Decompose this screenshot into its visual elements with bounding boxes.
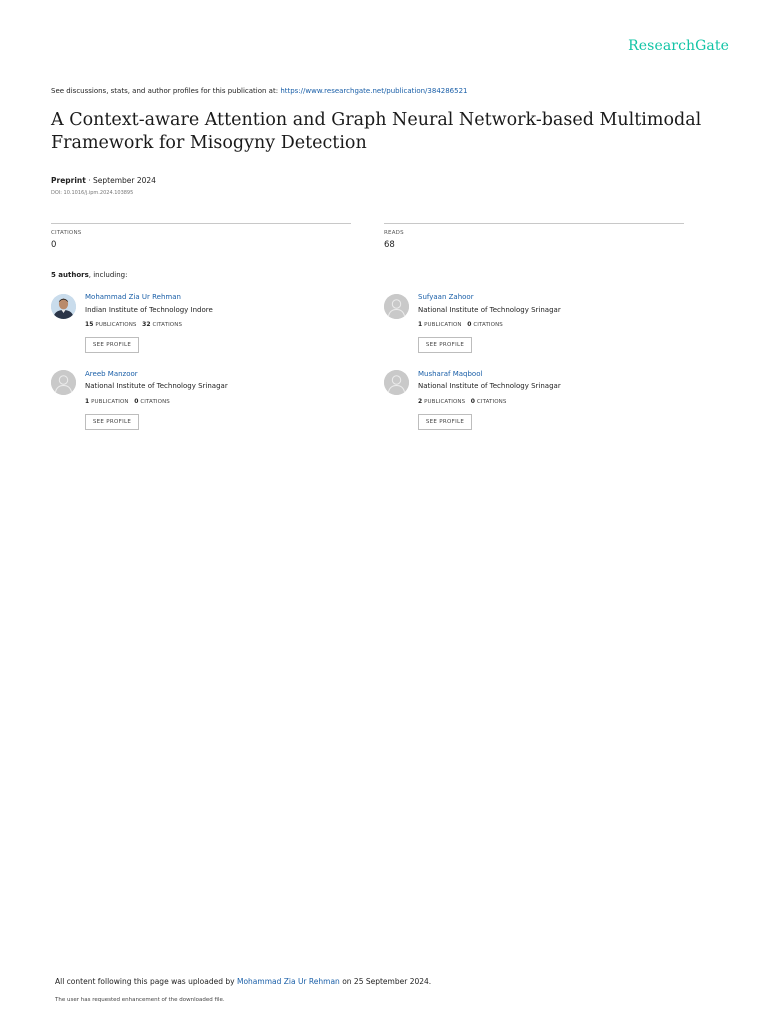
author-institution: National Institute of Technology Srinagar [418, 306, 561, 314]
author-stats [85, 398, 170, 405]
researchgate-logo[interactable]: ResearchGate [628, 38, 729, 54]
citations-label: CITATIONS [476, 399, 507, 405]
upload-prefix: All content following this page was uploaded by [55, 977, 237, 986]
author-name-link[interactable]: Sufyaan Zahoor [418, 293, 474, 301]
author-stats [418, 321, 503, 328]
person-photo-icon [51, 294, 76, 319]
citations-count: 0 [467, 321, 472, 328]
author-avatar-placeholder[interactable] [384, 294, 409, 319]
user-placeholder-icon [384, 294, 409, 319]
author-institution: Indian Institute of Technology Indore [85, 306, 213, 314]
discussion-line [51, 87, 468, 95]
upload-suffix: on 25 September 2024. [339, 977, 432, 986]
citations-value: 0 [51, 240, 57, 250]
user-placeholder-icon [384, 370, 409, 395]
author-name-link[interactable]: Mohammad Zia Ur Rehman [85, 293, 181, 301]
publications-label: PUBLICATION [424, 322, 462, 328]
reads-value: 68 [384, 240, 395, 250]
author-avatar-photo[interactable] [51, 294, 76, 319]
publication-type-line [51, 176, 156, 185]
user-placeholder-icon [51, 370, 76, 395]
authors-count: 5 authors [51, 271, 89, 279]
author-institution: National Institute of Technology Srinagar [418, 382, 561, 390]
upload-note [55, 977, 431, 986]
citations-count: 0 [470, 398, 476, 405]
authors-heading [51, 271, 127, 279]
publication-url-link[interactable]: https://www.researchgate.net/publication/384286521 [280, 87, 468, 95]
publications-count: 15 [85, 321, 94, 328]
publication-type: Preprint [51, 176, 86, 185]
author-avatar-placeholder[interactable] [384, 370, 409, 395]
publications-label: PUBLICATIONS [95, 322, 137, 328]
publications-count: 1 [85, 398, 90, 405]
publications-count: 1 [418, 321, 423, 328]
uploader-link[interactable]: Mohammad Zia Ur Rehman [236, 977, 340, 986]
reads-divider [384, 223, 684, 224]
citations-label: CITATIONS [140, 399, 170, 405]
enhancement-note: The user has requested enhancement of the downloaded file. [55, 997, 225, 1003]
publication-doi: DOI: 10.1016/j.ipm.2024.103895 [51, 190, 134, 196]
see-profile-button[interactable]: SEE PROFILE [418, 414, 472, 430]
author-name-link[interactable]: Musharaf Maqbool [418, 370, 483, 378]
authors-suffix: , including: [88, 271, 128, 279]
citations-label: CITATIONS [152, 322, 183, 328]
author-stats [418, 398, 506, 405]
citations-count: 0 [134, 398, 139, 405]
publication-date: · September 2024 [85, 176, 156, 185]
reads-label: READS [384, 230, 404, 236]
discussion-prefix: See discussions, stats, and author profiles for this publication at: [51, 87, 281, 95]
author-avatar-placeholder[interactable] [51, 370, 76, 395]
author-stats [85, 321, 182, 328]
publications-label: PUBLICATIONS [424, 399, 466, 405]
citations-count: 32 [142, 321, 151, 328]
citations-label: CITATIONS [51, 230, 82, 236]
see-profile-button[interactable]: SEE PROFILE [85, 414, 139, 430]
see-profile-button[interactable]: SEE PROFILE [85, 337, 139, 353]
author-institution: National Institute of Technology Srinagar [85, 382, 228, 390]
citations-divider [51, 223, 351, 224]
publications-count: 2 [418, 398, 423, 405]
see-profile-button[interactable]: SEE PROFILE [418, 337, 472, 353]
publication-title: A Context-aware Attention and Graph Neural Network-based Multimodal Framework for Misogyny Detection [51, 110, 702, 153]
author-name-link[interactable]: Areeb Manzoor [85, 370, 138, 378]
publications-label: PUBLICATION [91, 399, 129, 405]
citations-label: CITATIONS [473, 322, 503, 328]
